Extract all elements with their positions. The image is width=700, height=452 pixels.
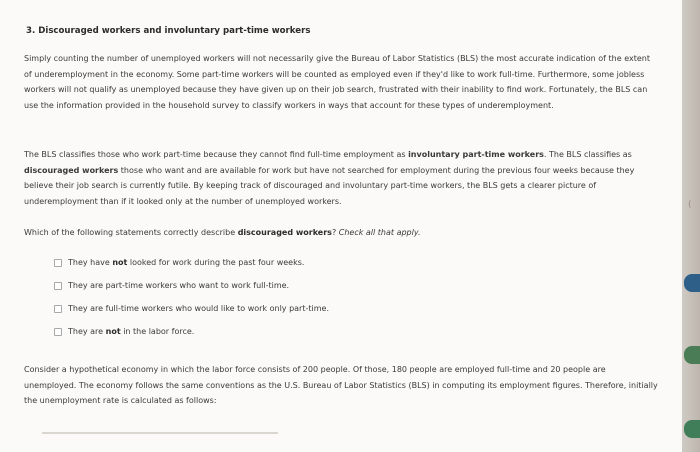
intro-paragraph: Simply counting the number of unemployed workers will not necessarily give the Bureau of Labor Statistics (BLS) the most accurate indication of the extent of underemployment in the economy. Some part-time workers will be counted as employed even if they'd like to work full-time. Furthermore, some jobless workers will not qualify as unemployed because they have given up on their job search, frustrated with their inability to find work. Fortunately, the BLS can use the information provided in the household survey to classify workers in ways that account for these types of underemployment. bbox=[24, 54, 650, 110]
option-not-looked[interactable] bbox=[54, 258, 304, 267]
question-mark: ? bbox=[331, 228, 339, 237]
definitions-text-2: . The BLS classifies as bbox=[543, 150, 632, 159]
definitions-paragraph bbox=[24, 147, 660, 209]
checkbox[interactable] bbox=[54, 328, 62, 336]
option-part-time-want-full[interactable] bbox=[54, 281, 289, 290]
option-label-rest: looked for work during the past four weeks. bbox=[127, 258, 305, 267]
definitions-text-3: those who want and are available for work but have not searched for employment during the previous four weeks because they believe their job search is currently futile. By keeping track of discouraged and involuntary part-time workers, the BLS gets a clearer picture of underemployment than if it looked only at the number of unemployed workers. bbox=[24, 165, 635, 206]
edge-marker: ( bbox=[688, 200, 692, 210]
option-label: They are bbox=[68, 327, 106, 336]
question-prompt bbox=[24, 228, 421, 237]
answer-input-line[interactable] bbox=[42, 432, 278, 434]
side-tab-green-2[interactable] bbox=[684, 420, 700, 438]
section-title: 3. Discouraged workers and involuntary part-time workers bbox=[26, 26, 311, 36]
scenario-paragraph: Consider a hypothetical economy in which the labor force consists of 200 people. Of those, 180 people are employed full-time and 20 people are unemployed. The economy follows the same conventions as the U.S. Bureau of Labor Statistics (BLS) in computing its employment figures. Therefore, initially the unemployment rate is calculated as follows: bbox=[24, 365, 658, 405]
option-emphasis: not bbox=[112, 258, 128, 267]
question-text: Which of the following statements correctly describe bbox=[24, 228, 238, 237]
option-not-in-labor-force[interactable] bbox=[54, 327, 194, 336]
right-edge-strip bbox=[682, 0, 700, 452]
option-label: They are full-time workers who would like to work only part-time. bbox=[68, 304, 329, 313]
checkbox[interactable] bbox=[54, 259, 62, 267]
question-instruction: Check all that apply. bbox=[338, 228, 421, 237]
side-tab-green[interactable] bbox=[684, 346, 700, 364]
discouraged-term: discouraged workers bbox=[24, 165, 119, 175]
option-full-time-want-part[interactable] bbox=[54, 304, 329, 313]
option-label-rest: in the labor force. bbox=[120, 327, 195, 336]
checkbox[interactable] bbox=[54, 282, 62, 290]
involuntary-term: involuntary part-time workers bbox=[408, 150, 544, 159]
option-emphasis: not bbox=[105, 327, 121, 336]
option-label: They have bbox=[68, 258, 113, 267]
question-term: discouraged workers bbox=[237, 228, 332, 237]
definitions-text-1: The BLS classifies those who work part-time because they cannot find full-time employment as bbox=[24, 150, 409, 159]
option-label: They are part-time workers who want to work full-time. bbox=[68, 281, 290, 290]
side-tab-blue[interactable] bbox=[684, 274, 700, 292]
checkbox[interactable] bbox=[54, 305, 62, 313]
